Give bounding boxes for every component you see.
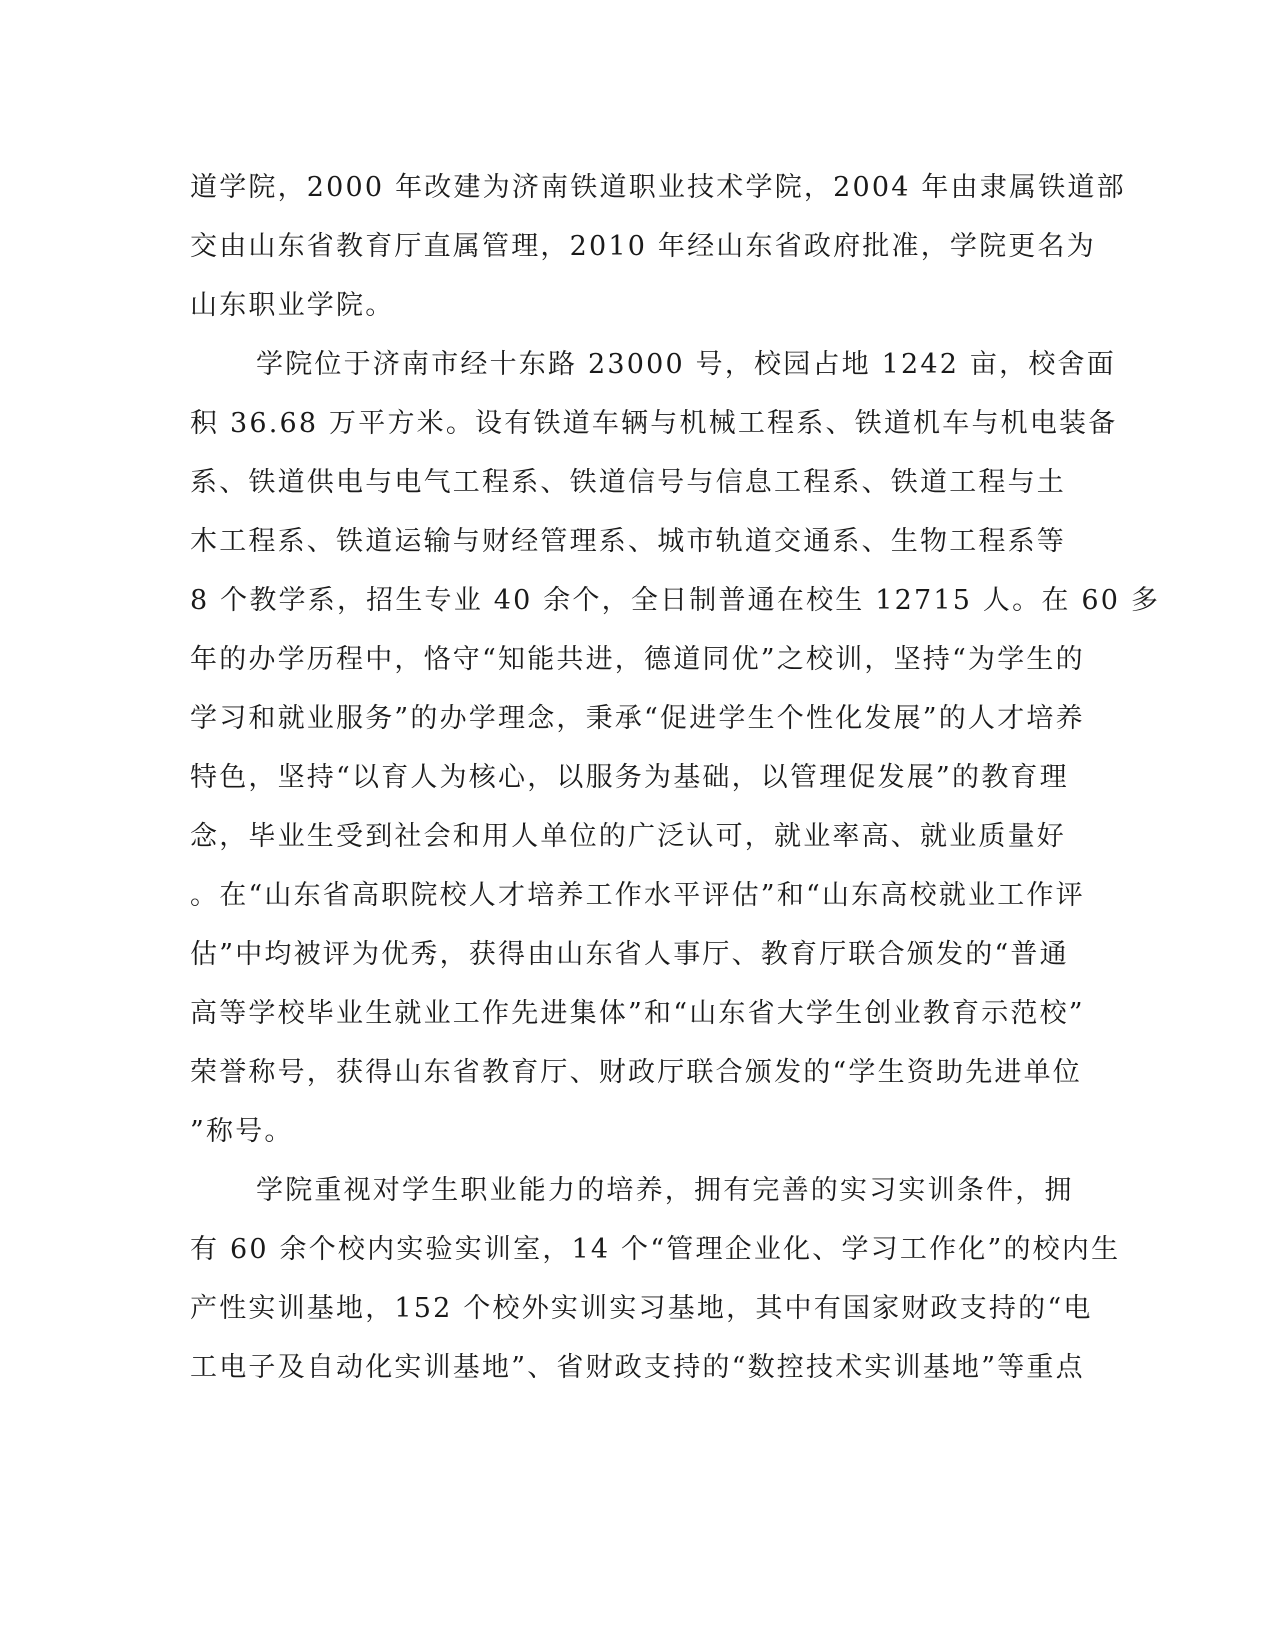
text-line: 产性实训基地，152 个校外实训实习基地，其中有国家财政支持的“电	[190, 1293, 1093, 1324]
text-line: 工电子及自动化实训基地”、省财政支持的“数控技术实训基地”等重点	[190, 1352, 1085, 1383]
text-line: 系、铁道供电与电气工程系、铁道信号与信息工程系、铁道工程与土	[190, 467, 1066, 498]
text-line: 估”中均被评为优秀，获得由山东省人事厅、教育厅联合颁发的“普通	[190, 939, 1069, 970]
text-line: 积 36.68 万平方米。设有铁道车辆与机械工程系、铁道机车与机电装备	[190, 408, 1118, 439]
text-line: 8 个教学系，招生专业 40 余个，全日制普通在校生 12715 人。在 60 多	[190, 585, 1161, 616]
text-line: 木工程系、铁道运输与财经管理系、城市轨道交通系、生物工程系等	[190, 526, 1066, 557]
text-line: 高等学校毕业生就业工作先进集体”和“山东省大学生创业教育示范校”	[190, 998, 1085, 1029]
paragraph-start-line: 学院位于济南市经十东路 23000 号，校园占地 1242 亩，校舍面	[256, 349, 1116, 380]
text-line: 交由山东省教育厅直属管理，2010 年经山东省政府批准，学院更名为	[190, 231, 1096, 262]
text-line: 学习和就业服务”的办学理念，秉承“促进学生个性化发展”的人才培养	[190, 703, 1085, 734]
text-line: 特色，坚持“以育人为核心，以服务为基础，以管理促发展”的教育理	[190, 762, 1069, 793]
text-line: 年的办学历程中，恪守“知能共进，德道同优”之校训，坚持“为学生的	[190, 644, 1085, 675]
text-line: 念，毕业生受到社会和用人单位的广泛认可，就业率高、就业质量好	[190, 821, 1066, 852]
text-line: 道学院，2000 年改建为济南铁道职业技术学院，2004 年由隶属铁道部	[190, 172, 1126, 203]
body-text	[190, 158, 1161, 1397]
text-line: 荣誉称号，获得山东省教育厅、财政厅联合颁发的“学生资助先进单位	[190, 1057, 1083, 1088]
text-line: 山东职业学院。	[190, 290, 395, 321]
paragraph-start-line: 学院重视对学生职业能力的培养，拥有完善的实习实训条件，拥	[256, 1175, 1074, 1206]
text-line: 。在“山东省高职院校人才培养工作水平评估”和“山东高校就业工作评	[190, 880, 1085, 911]
text-line: ”称号。	[190, 1116, 294, 1147]
text-line: 有 60 余个校内实验实训室，14 个“管理企业化、学习工作化”的校内生	[190, 1234, 1121, 1265]
